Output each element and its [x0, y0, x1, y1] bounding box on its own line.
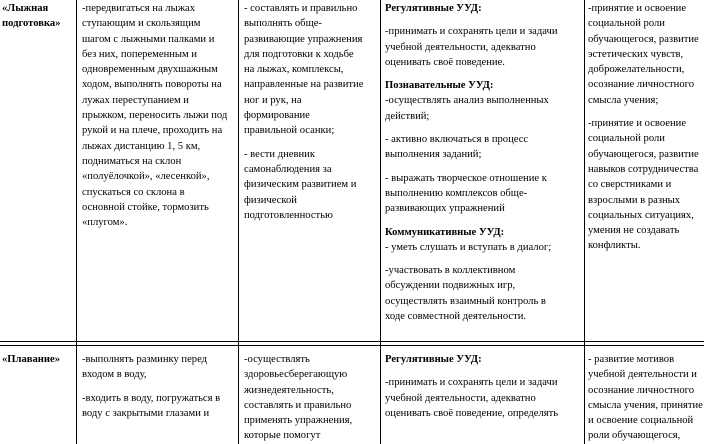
row-2-skills-cell: [82, 352, 236, 421]
column-divider: [238, 0, 239, 444]
row-1-section-cell: [2, 1, 74, 32]
activity-item: - вести дневник самонаблюдения за физическим развитием и физической подготовленностью: [244, 148, 357, 221]
section-title: «Лыжная подготовка»: [2, 3, 61, 30]
regulative-title: Регулятивные УУД:: [385, 354, 482, 365]
row-2-section-cell: [2, 352, 76, 367]
row-divider: [0, 345, 704, 346]
cognitive-title: Познавательные УУД:: [385, 80, 494, 92]
cognitive-item: -осуществлять анализ выполненных действий;: [385, 95, 549, 122]
skills-item: -входить в воду, погружаться в воду с закрытыми глазами и: [82, 392, 221, 419]
section-title: «Плавание»: [2, 354, 61, 365]
personal-item: -принятие и освоение социальной роли обучающегося, развитие эстетических чувств, доброжелательности, осознание личностного смысла учения;: [588, 3, 699, 106]
row-1-personal-cell: [588, 1, 704, 254]
activity-item: - составлять и правильно выполнять обще- развивающие упражнения для подготовки к ходьбе на лыжах, комплексы, направленные на развитие ног и рук, на формирование правильной осанки;: [244, 3, 364, 137]
communicative-item: - уметь слушать и вступать в диалог;: [385, 241, 552, 253]
regulative-text: -принимать и сохранять цели и задачи учебной деятельности, адекватно оценивать своё поведение, определять: [385, 377, 559, 419]
communicative-title: Коммуникативные УУД:: [385, 226, 505, 238]
regulative-title: Регулятивные УУД:: [385, 3, 482, 14]
row-divider: [0, 341, 704, 342]
row-1-skills-cell: [78, 1, 236, 230]
communicative-item: -участвовать в коллективном обсуждении подвижных игр, осуществлять взаимный контроль в ходе совместной деятельности.: [385, 265, 546, 323]
row-1-uud-cell: [385, 1, 582, 324]
row-2-uud-cell: [385, 352, 582, 421]
row-1-activities-cell: [244, 1, 378, 223]
personal-item: -принятие и освоение социальной роли обучающегося, развитие навыков сотрудничества со сверстниками и взрослыми в разных социальных ситуациях, умения не создавать конфликты.: [588, 118, 699, 252]
row-2-activities-cell: [244, 352, 378, 444]
skills-item: -выполнять разминку перед входом в воду,: [82, 354, 208, 381]
activities-text: -осуществлять здоровьесберегающую жизнедеятельность, составлять и правильно применять упражнения, которые помогут: [244, 354, 353, 442]
column-divider: [584, 0, 585, 444]
personal-text: - развитие мотивов учебной деятельности и осознание личностного смысла учения, принятие и освоение социальной роли обучающегося,: [588, 354, 703, 442]
regulative-text: -принимать и сохранять цели и задачи учебной деятельности, адекватно оценивать своё поведение.: [385, 26, 558, 68]
row-2-personal-cell: [588, 352, 704, 444]
column-divider: [380, 0, 381, 444]
column-divider: [76, 0, 77, 444]
cognitive-item: - выражать творческое отношение к выполнению комплексов обще- развивающих упражнений: [385, 172, 547, 215]
cognitive-item: - активно включаться в процесс выполнения заданий;: [385, 134, 529, 161]
skills-text: -передвигаться на лыжах ступающим и скользящим шагом с лыжными палками и без них, попеременным и одновременным двухшажным ходом, выполнять повороты на лужах переступанием и прыжком, переносить лыжи под рукой и на плече, проходить на лыжах дистанцию 1, 5 км, подниматься на склон «полуёлочкой», «лесенкой», спускаться со склона в основной стойке, тормозить «плугом».: [82, 3, 228, 229]
